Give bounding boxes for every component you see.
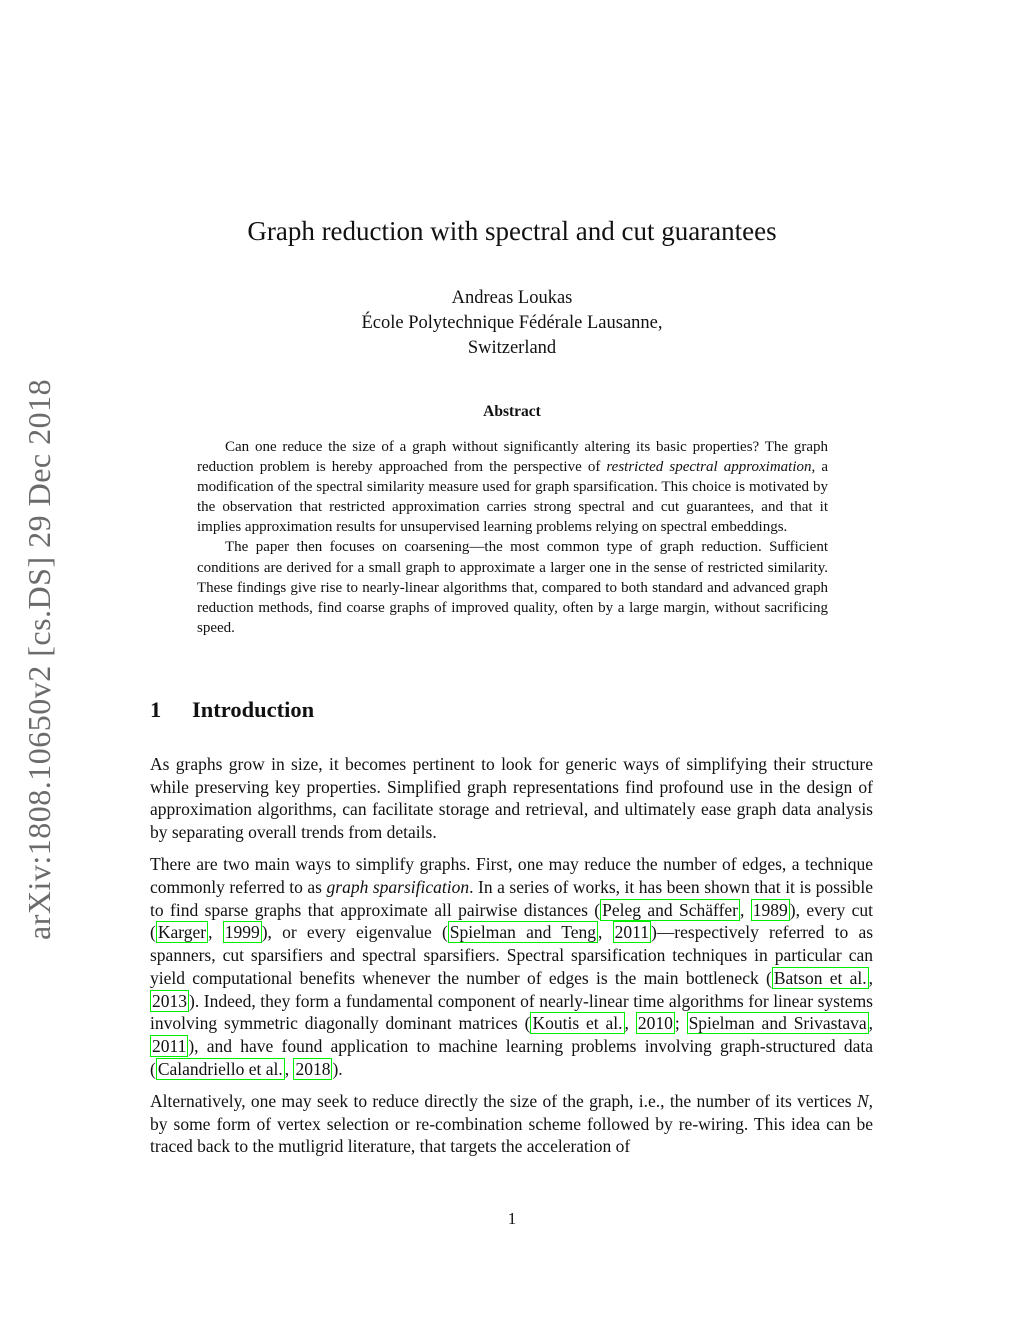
text: There are two main ways to simplify graphs. First, one may reduce the number of edges, a technique commonly referred to as xyxy=(150,854,873,898)
introduction-body xyxy=(150,753,873,1167)
citation-link[interactable]: Batson et al. xyxy=(773,967,867,988)
citation-link[interactable]: Peleg and Schäffer xyxy=(602,899,738,920)
arxiv-identifier-stamp: arXiv:1808.10650v2 [cs.DS] 29 Dec 2018 xyxy=(21,378,57,940)
text: , xyxy=(740,899,751,920)
emphasis: restricted spectral approximation xyxy=(606,459,812,476)
section-title: Introduction xyxy=(192,697,315,722)
citation-year-link[interactable]: 1989 xyxy=(752,899,788,920)
citation-year-link[interactable]: 2010 xyxy=(637,1013,673,1034)
text: Can one reduce the size of a graph without significantly altering its basic properties? The graph reduction problem is hereby approached from the perspective of xyxy=(197,439,828,476)
text: , xyxy=(208,922,223,943)
intro-paragraph-3 xyxy=(150,1090,873,1158)
abstract-body xyxy=(197,437,828,638)
author-name: Andreas Loukas xyxy=(451,288,573,308)
math-variable: N xyxy=(856,1090,869,1111)
text: ). Indeed, they form a fundamental component of nearly-linear time algorithms for linear systems involving symmetric diagonally dominant matrices ( xyxy=(150,990,873,1034)
abstract-paragraph-1 xyxy=(197,437,828,537)
author-affiliation: École Polytechnique Fédérale Lausanne, xyxy=(361,313,663,333)
text: , xyxy=(868,967,873,988)
text: ). xyxy=(332,1058,343,1079)
text: , xyxy=(624,1013,636,1034)
text: )—respectively referred to as spanners, cut sparsifiers and spectral sparsifiers. Spectral sparsification techniques in particular can yield computational benefits whenever the number of edges is the main bottleneck ( xyxy=(150,922,874,988)
intro-paragraph-2 xyxy=(150,853,873,1080)
text: Alternatively, one may seek to reduce directly the size of the graph, i.e., the number of its vertices xyxy=(150,1090,857,1111)
page-number: 1 xyxy=(507,1209,517,1228)
citation-year-link[interactable]: 2011 xyxy=(152,1035,187,1056)
abstract-heading: Abstract xyxy=(483,403,541,420)
author-country: Switzerland xyxy=(467,338,557,358)
text: , a modification of the spectral similarity measure used for graph sparsification. This choice is motivated by the observation that restricted approximation carries strong spectral and cut guarantees, and that it implies approximation results for unsupervised learning problems relying on spectral embeddings. xyxy=(197,459,828,536)
citation-year-link[interactable]: 2013 xyxy=(152,990,187,1011)
text: ; xyxy=(674,1013,687,1034)
paper-title: Graph reduction with spectral and cut guarantees xyxy=(247,216,777,246)
text: ), every cut ( xyxy=(150,899,873,943)
author-block xyxy=(0,286,1024,361)
text: , by some form of vertex selection or re-combination scheme followed by re-wiring. This idea can be traced back to the mutligrid literature, that targets the acceleration of xyxy=(150,1090,873,1157)
citation-year-link[interactable]: 2018 xyxy=(295,1058,331,1079)
text: . In a series of works, it has been shown that it is possible to find sparse graphs that approximate all pairwise distances ( xyxy=(150,877,874,920)
citation-link[interactable]: Karger xyxy=(157,922,207,943)
section-heading-introduction xyxy=(150,697,314,723)
abstract-paragraph-2: The paper then focuses on coarsening—the most common type of graph reduction. Sufficient conditions are derived for a small graph to approximate a larger one in the sense of restricted similarity. These findings give rise to nearly-linear algorithms that, compared to both standard and advanced graph reduction methods, find coarse graphs of improved quality, often by a large margin, without sacrificing speed. xyxy=(197,539,828,636)
citation-link[interactable]: Spielman and Srivastava xyxy=(688,1013,867,1034)
citation-link[interactable]: Spielman and Teng xyxy=(449,922,597,943)
citation-year-link[interactable]: 1999 xyxy=(224,922,260,943)
section-number: 1 xyxy=(150,697,162,722)
citation-year-link[interactable]: 2011 xyxy=(614,922,649,943)
citation-link[interactable]: Koutis et al. xyxy=(532,1013,623,1034)
intro-paragraph-1: As graphs grow in size, it becomes pertinent to look for generic ways of simplifying their structure while preserving key properties. Simplified graph representations find profound use in the design of approximation algorithms, can facilitate storage and retrieval, and ultimately ease graph data analysis by separating overall trends from details. xyxy=(150,754,873,843)
citation-link[interactable]: Calandriello et al. xyxy=(157,1058,283,1079)
text: ), and have found application to machine learning problems involving graph-structured data ( xyxy=(150,1035,873,1079)
text: ), or every eigenvalue ( xyxy=(261,922,448,943)
text: , xyxy=(868,1013,873,1034)
text: , xyxy=(598,922,613,943)
text: , xyxy=(284,1058,294,1079)
emphasis: graph sparsification xyxy=(326,877,470,898)
